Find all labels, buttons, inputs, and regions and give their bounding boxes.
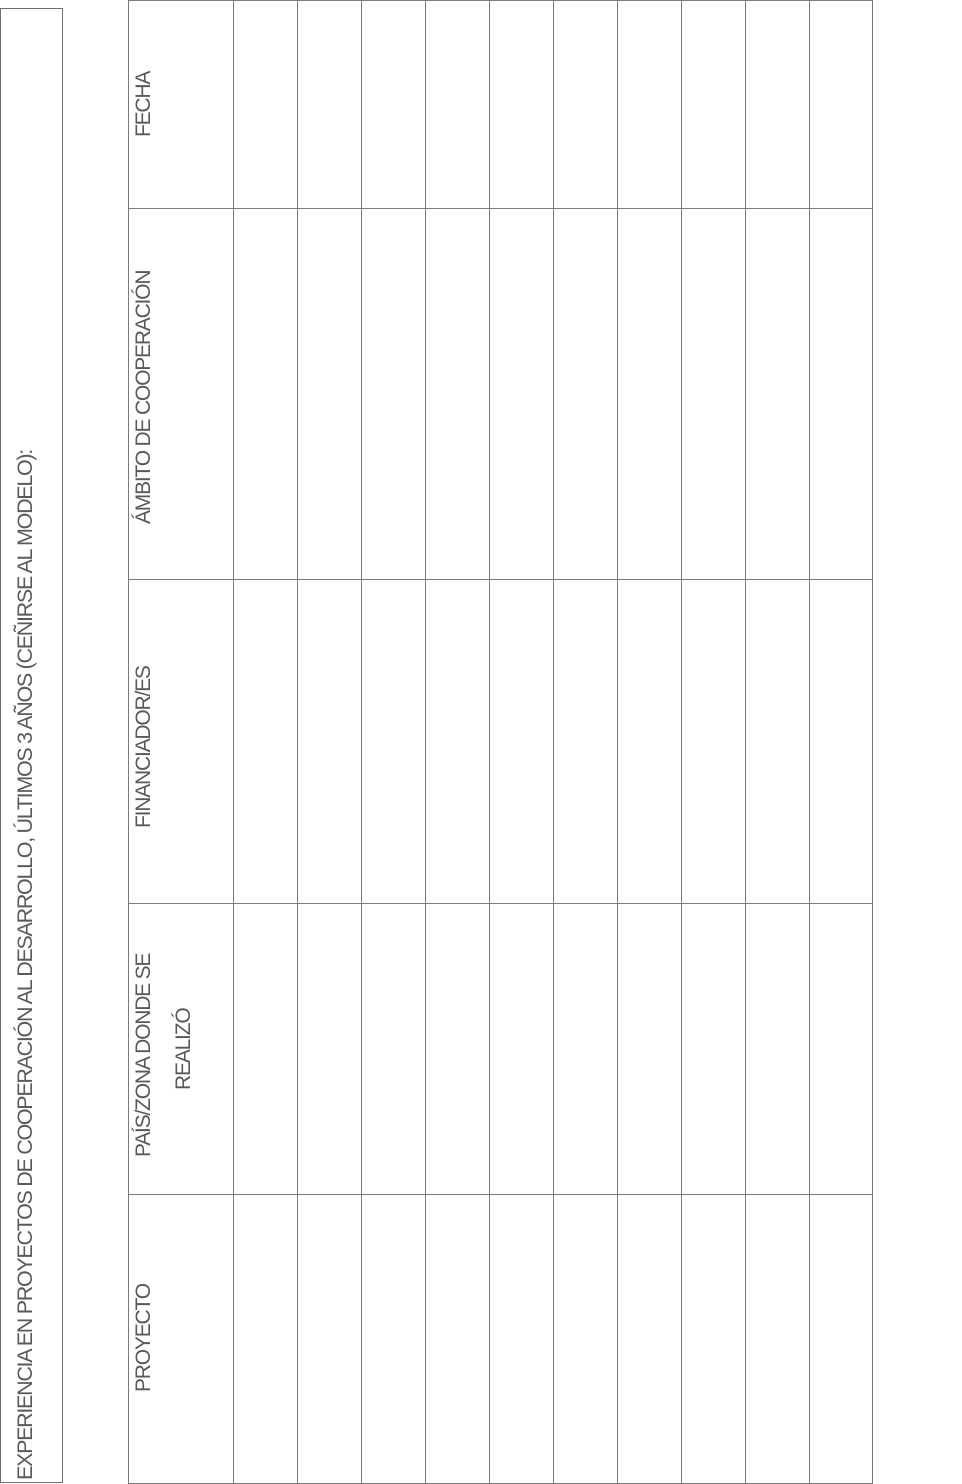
experience-table bbox=[128, 0, 873, 1484]
header-financiador: FINANCIADOR/ES bbox=[132, 666, 155, 828]
form-title-box bbox=[0, 8, 63, 1483]
table-row bbox=[234, 0, 297, 1484]
table-row bbox=[618, 0, 681, 1484]
table-row bbox=[682, 0, 745, 1484]
header-ambito: ÁMBITO DE COOPERACIÓN bbox=[132, 270, 155, 524]
form-title: EXPERIENCIA EN PROYECTOS DE COOPERACIÓN AL DESARROLLO, ÚLTIMOS 3 AÑOS (CEÑIRSE AL MODELO): bbox=[13, 450, 37, 1480]
table-border-right bbox=[872, 0, 873, 1484]
table-row bbox=[298, 0, 361, 1484]
table-row bbox=[554, 0, 617, 1484]
header-proyecto: PROYECTO bbox=[132, 1284, 155, 1392]
header-pais-line2: REALIZÓ bbox=[172, 1008, 195, 1090]
table-row bbox=[362, 0, 425, 1484]
table-row bbox=[810, 0, 872, 1484]
header-pais-line1: PAÍS/ZONA DONDE SE bbox=[132, 953, 155, 1157]
table-row bbox=[746, 0, 809, 1484]
table-row bbox=[426, 0, 489, 1484]
header-fecha: FECHA bbox=[132, 71, 155, 137]
table-row bbox=[490, 0, 553, 1484]
table-border-left bbox=[128, 0, 129, 1484]
